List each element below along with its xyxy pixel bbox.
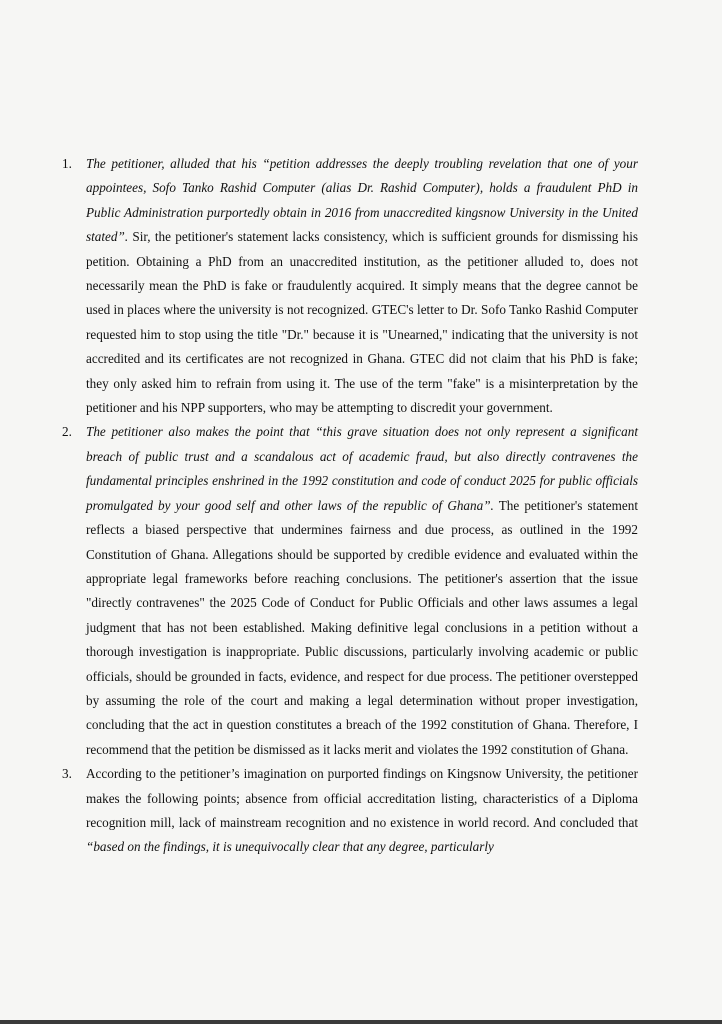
item-number: 1. (62, 156, 72, 171)
item-number: 3. (62, 766, 72, 782)
item-text: According to the petitioner’s imagination on purported findings on Kingsnow University, the petitioner makes the following points; absence from official accreditation listing, characteristics of a Diploma recognition mill, lack of mainstream recognition and no existence in world record. And concluded that (86, 766, 638, 830)
page-bottom-edge (0, 1020, 722, 1024)
item-quote: The petitioner also makes the point that “this grave situation does not only represent a significant breach of public trust and a scandalous act of academic fraud, but also directly contravenes the fundamental principles enshrined in the 1992 constitution and code of conduct 2025 for public officials promulgated by your good self and other laws of the republic of Ghana”. (86, 424, 638, 513)
petition-response-list (62, 152, 638, 860)
list-item (62, 762, 638, 860)
list-item (62, 420, 638, 762)
item-quote: “based on the findings, it is unequivocally clear that any degree, particularly (86, 839, 494, 855)
list-item (62, 152, 638, 420)
item-text: The petitioner's statement reflects a biased perspective that undermines fairness and due process, as outlined in the 1992 Constitution of Ghana. Allegations should be supported by credible evidence and evaluated within the appropriate legal frameworks before reaching conclusions. The petitioner's assertion that the issue "directly contravenes" the 2025 Code of Conduct for Public Officials and other laws assumes a legal judgment that has not been established. Making definitive legal conclusions in a petition without a thorough investigation is inappropriate. Public discussions, particularly involving academic or public officials, should be grounded in facts, evidence, and respect for due process. The petitioner overstepped by assuming the role of the court and making a legal determination without proper investigation, concluding that the act in question constitutes a breach of the 1992 constitution of Ghana. Therefore, I recommend that the petition be dismissed as it lacks merit and violates the 1992 constitution of Ghana. (86, 497, 639, 757)
item-number: 2. (62, 424, 72, 440)
item-text: Sir, the petitioner's statement lacks consistency, which is sufficient grounds for dismissing his petition. Obtaining a PhD from an unaccredited institution, as the petitioner alluded to, does not necessarily mean the PhD is fake or fraudulently acquired. It simply means that the degree cannot be used in places where the university is not recognized. GTEC's letter to Dr. Sofo Tanko Rashid Computer requested him to stop using the title "Dr." because it is "Unearned," indicating that the university is not accredited and its certificates are not recognized in Ghana. GTEC did not claim that his PhD is fake; they only asked him to refrain from using it. The use of the term "fake" is a misinterpretation by the petitioner and his NPP supporters, who may be attempting to discredit your government. (86, 229, 638, 416)
item-quote: The petitioner, alluded that his “petition addresses the deeply troubling revelation that one of your appointees, Sofo Tanko Rashid Computer (alias Dr. Rashid Computer), holds a fraudulent PhD in Public Administration purportedly obtain in 2016 from unaccredited kingsnow University in the United stated”. (86, 156, 638, 245)
